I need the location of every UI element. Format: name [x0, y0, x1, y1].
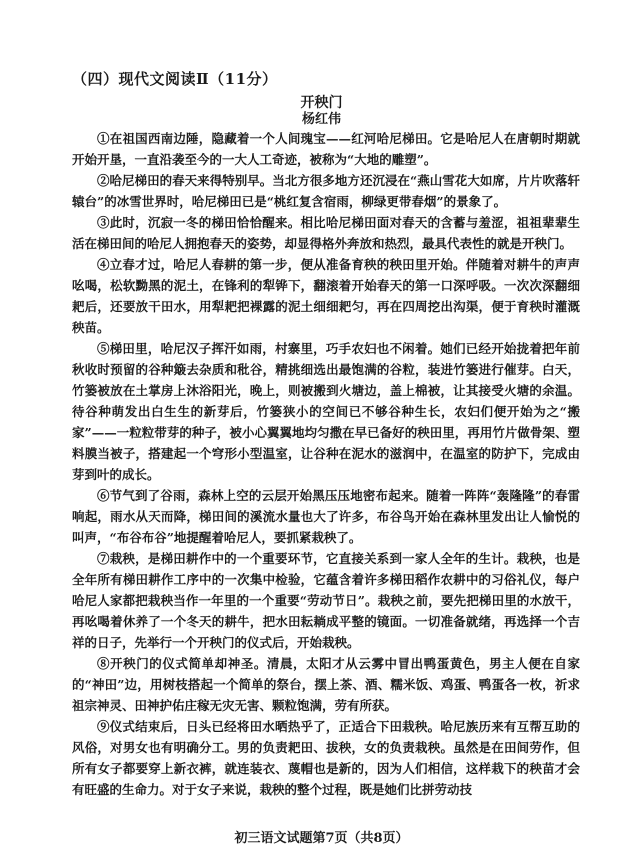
- paragraph-7: ⑦栽秧，是梯田耕作中的一个重要环节，它直接关系到一家人全年的生计。栽秧，也是全年所有梯田耕作工序中的一次集中检验，它蕴含着许多梯田稻作农耕中的习俗礼仪，每户哈尼人家都把栽秧当作一年里的一个重要“劳动节日”。栽秧之前，要先把梯田里的水放干，再吆喝着休养了一个冬天的耕牛，把水田耘耥成平整的镜面。一切准备就绪，再选择一个吉祥的日子，先举行一个开秧门的仪式后，开始栽秧。: [72, 551, 580, 650]
- paragraph-2: ②哈尼梯田的春天来得特别早。当北方很多地方还沉浸在“燕山雪花大如席，片片吹落轩辕台”的冰雪世界时，哈尼梯田已是“桃红复含宿雨，柳绿更带春烟”的景象了。: [72, 173, 580, 209]
- article-author: 杨红伟: [301, 112, 341, 127]
- paragraph-4: ④立春才过，哈尼人春耕的第一步，便从准备育秧的秧田里开始。伴随着对耕牛的声声吆喝，松软黝黑的泥土，在锋利的犁铧下，翻滚着开始春天的第一口深呼吸。一次次深翻细耙后，还要放干田水，用犁耙把裸露的泥土细细耙匀，再在四周挖出沟渠，便于育秧时灌溉秧苗。: [72, 257, 580, 335]
- paragraph-3: ③此时，沉寂一冬的梯田恰恰醒来。相比哈尼梯田面对春天的含蓄与羞涩，祖祖辈辈生活在梯田间的哈尼人拥抱春天的姿势，却显得格外奔放和热烈，最具代表性的就是开秧门。: [72, 215, 580, 251]
- paragraph-5: ⑤梯田里，哈尼汉子挥汗如雨，村寨里，巧手农妇也不闲着。她们已经开始拢着把年前秋收时预留的谷种簸去杂质和秕谷，精挑细选出最饱满的谷粒，装进竹篓进行催芽。白天，竹篓被放在土掌房上沐浴阳光，晚上，则被搬到火塘边，盖上棉被，让其接受火塘的余温。待谷种萌发出白生生的新芽后，竹篓狭小的空间已不够谷种生长，农妇们便开始为之“搬家”——一粒粒带芽的种子，被小心翼翼地均匀撒在早已备好的秧田里，再用竹片做骨架、塑料膜当被子，搭建起一个穹形小型温室，让谷种在泥水的滋润中，在温室的防护下，完成由芽到叶的成长。: [72, 341, 580, 482]
- paragraph-1: ①在祖国西南边陲，隐藏着一个人间瑰宝——红河哈尼梯田。它是哈尼人在唐朝时期就开始开垦，一直沿袭至今的一大人工奇迹，被称为“大地的雕塑”。: [72, 131, 580, 167]
- paragraph-9: ⑨仪式结束后，日头已经将田水晒热乎了，正适合下田栽秧。哈尼族历来有互帮互助的风俗，对男女也有明确分工。男的负责耙田、拔秧，女的负责栽秧。虽然是在田间劳作，但所有女子都要穿上新衣裤，就连装衣、蔑帽也是新的，因为人们相信，这样栽下的秧苗才会有旺盛的生命力。对于女子来说，栽秧的整个过程，既是她们比拼劳动技: [72, 719, 580, 797]
- paragraph-8: ⑧开秧门的仪式简单却神圣。清晨，太阳才从云雾中冒出鸭蛋黄色，男主人便在自家的“神田”边，用树枝搭起一个简单的祭台，摆上茶、酒、糯米饭、鸡蛋、鸭蛋各一枚，祈求祖宗神灵、田神护佑庄稼无灾无害、颗粒饱满，劳有所获。: [72, 656, 580, 713]
- section-heading: （四）现代文阅读Ⅱ（11分）: [72, 70, 278, 88]
- article-body: [72, 128, 580, 800]
- article-title: 开秧门: [300, 95, 343, 111]
- page-footer: 初三语文试题第7页（共8页）: [234, 831, 409, 846]
- paragraph-6: ⑥节气到了谷雨，森林上空的云层开始黑压压地密布起来。随着一阵阵“轰隆隆”的春雷响起，雨水从天而降，梯田间的溪流水量也大了许多，布谷鸟开始在森林里发出让人愉悦的叫声，“布谷布谷”地提醒着哈尼人，要抓紧栽秧了。: [72, 488, 580, 545]
